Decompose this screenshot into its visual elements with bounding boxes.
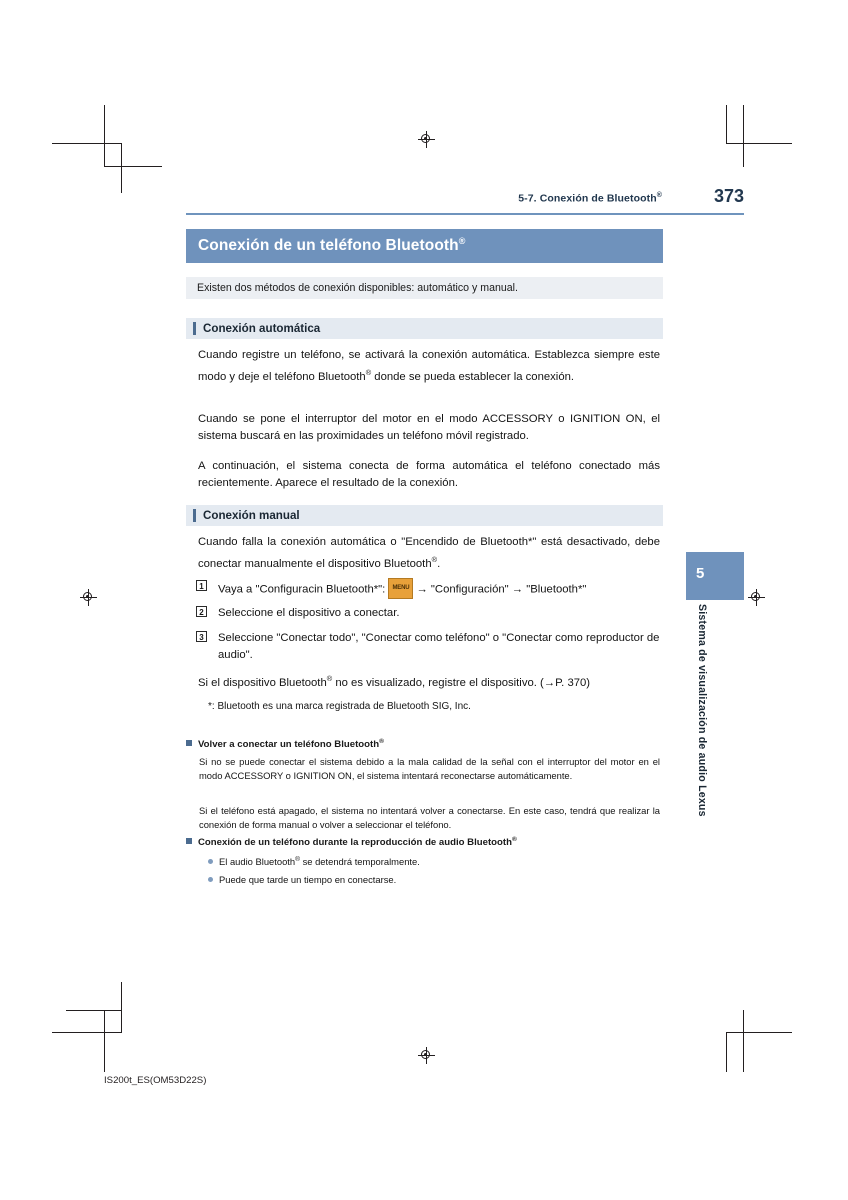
note-paragraph-reconnect-2: Si el teléfono está apagado, el sistema no intentará volver a conectarse. En este caso, tendrá que realizar la conexión de forma manual o volver a seleccionar el teléfono. <box>199 805 660 830</box>
register-note-part-a: Si el dispositivo Bluetooth <box>198 676 327 689</box>
step-item <box>196 630 660 664</box>
section-title-bar <box>186 229 663 263</box>
square-bullet-icon <box>186 838 192 844</box>
page-title-text: Conexión de un teléfono Bluetooth <box>198 237 459 255</box>
registered-mark: ® <box>365 368 372 378</box>
step-number: 1 <box>196 580 207 591</box>
paragraph-manual-1b: . <box>437 557 441 570</box>
chapter-tab <box>686 552 744 600</box>
register-note-part-b: no es visualizado, registre el dispositivo. (→P. 370) <box>332 676 591 689</box>
step-text <box>218 579 660 600</box>
step-text: Seleccione el dispositivo a conectar. <box>218 607 400 619</box>
note-heading-reconnect-label: Volver a conectar un teléfono Bluetooth <box>198 739 380 751</box>
note-paragraph-reconnect-1: Si no se puede conectar el sistema debido a la mala calidad de la señal con el interruptor del motor en el modo ACCESSORY o IGNITION ON, el sistema intentará reconectarse automáticamente. <box>199 756 660 781</box>
page-number: 373 <box>713 186 744 206</box>
menu-button-icon: MENU <box>388 578 413 599</box>
note-bullet-text-b: se detendrá temporalmente. <box>299 856 420 868</box>
step-text: Seleccione "Conectar todo", "Conectar como teléfono" o "Conectar como reproductor de audio". <box>218 632 660 662</box>
footer-document-code: IS200t_ES(OM53D22S) <box>104 1075 207 1086</box>
step-item <box>196 605 660 622</box>
note-bullet-text-a: El audio Bluetooth <box>219 856 296 868</box>
chapter-title-vertical: Sistema de visualización de audio Lexus <box>696 604 708 817</box>
paragraph-auto-1b: donde se pueda establecer la conexión. <box>371 370 575 383</box>
paragraph-manual-1 <box>198 534 660 573</box>
page-title <box>186 236 466 255</box>
step-item <box>196 579 660 600</box>
paragraph-auto-2: Cuando se pone el interruptor del motor en el modo ACCESSORY o IGNITION ON, el sistema buscará en las proximidades un teléfono móvil registrado. <box>198 413 660 443</box>
note-heading-during-playback <box>186 836 660 848</box>
note-bullet-item <box>208 853 658 869</box>
subsection-heading-manual-label: Conexión manual <box>203 509 300 522</box>
paragraph-manual-1a: Cuando falla la conexión automática o "Encendido de Bluetooth*" está desactivado, debe conectar manualmente el dispositivo Bluetooth <box>198 536 660 570</box>
page-title-registered-mark: ® <box>458 236 466 247</box>
step-number: 2 <box>196 606 207 617</box>
note-bullet-text: Puede que tarde un tiempo en conectarse. <box>219 874 397 885</box>
paragraph-auto-1 <box>198 347 660 386</box>
step-text-part-a: Vaya a "Configuracin Bluetooth*": <box>218 583 386 596</box>
subsection-heading-automatic-label: Conexión automática <box>203 322 321 335</box>
registered-mark: ® <box>511 836 517 843</box>
note-bullet-item <box>208 873 658 887</box>
square-bullet-icon <box>186 740 192 746</box>
intro-box <box>186 277 663 299</box>
round-bullet-icon <box>208 859 213 864</box>
heading-accent-bar <box>193 322 196 335</box>
intro-text: Existen dos métodos de conexión disponibles: automático y manual. <box>197 282 518 294</box>
page-header <box>186 186 744 214</box>
breadcrumb-registered-mark: ® <box>656 192 662 199</box>
header-divider <box>186 213 744 215</box>
registered-mark: ® <box>295 856 300 863</box>
registered-mark: ® <box>431 555 438 565</box>
registered-mark: ® <box>379 738 384 745</box>
note-heading-reconnect <box>186 738 660 750</box>
paragraph-auto-3: A continuación, el sistema conecta de forma automática el teléfono conectado más recientemente. Aparece el resultado de la conexión. <box>198 460 660 490</box>
step-text-part-b: → "Configuración" → "Bluetooth*" <box>416 583 587 596</box>
step-number: 3 <box>196 631 207 642</box>
paragraph-register-note <box>198 670 660 692</box>
note-heading-during-playback-label: Conexión de un teléfono durante la reproducción de audio Bluetooth <box>198 837 512 849</box>
round-bullet-icon <box>208 877 213 882</box>
footnote-text: *: Bluetooth es una marca registrada de Bluetooth SIG, Inc. <box>208 701 471 712</box>
breadcrumb <box>518 192 662 205</box>
breadcrumb-text: 5-7. Conexión de Bluetooth <box>518 192 657 205</box>
registered-mark: ® <box>326 674 333 683</box>
subsection-heading-manual <box>186 505 663 526</box>
heading-accent-bar <box>193 509 196 522</box>
chapter-number: 5 <box>696 565 705 582</box>
paragraph-auto-1a: Cuando registre un teléfono, se activará la conexión automática. Establezca siempre este modo y deje el teléfono Bluetooth <box>198 349 660 383</box>
subsection-heading-automatic <box>186 318 663 339</box>
